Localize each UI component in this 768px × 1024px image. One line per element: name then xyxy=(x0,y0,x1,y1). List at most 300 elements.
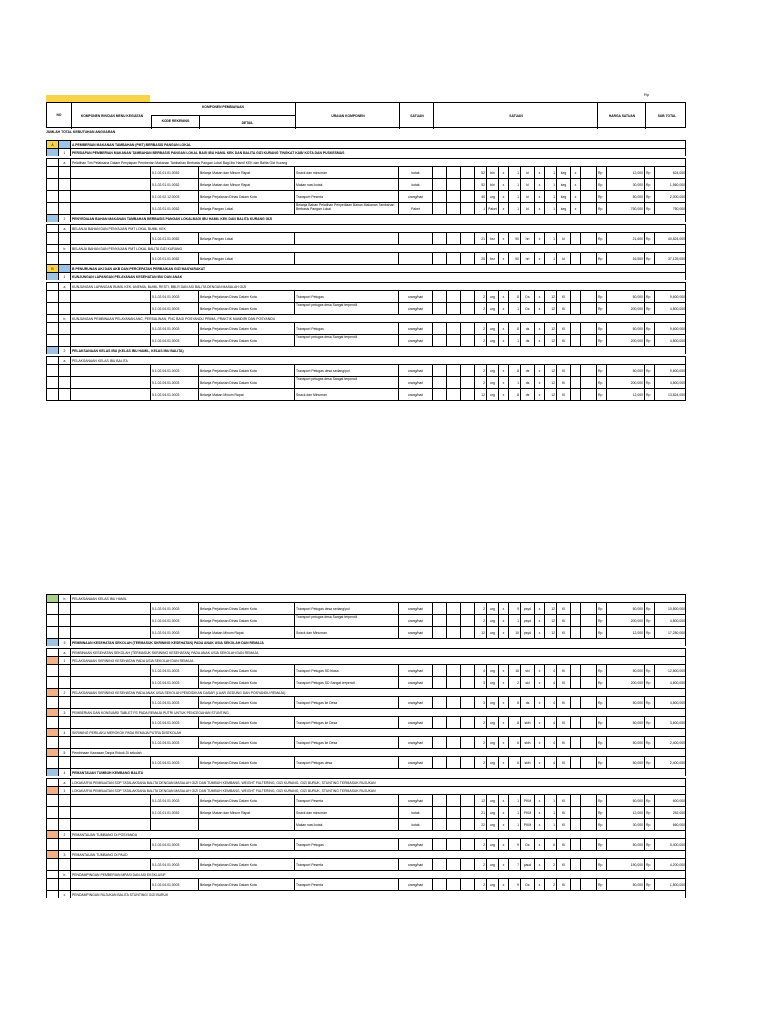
cell-qty-3: 12 xyxy=(544,291,556,302)
header-kode: KODE REKENING xyxy=(151,115,199,129)
cell-harga-satuan: 50,000 xyxy=(606,757,644,768)
cell-rp: Rp xyxy=(596,191,606,202)
cell-blank xyxy=(446,303,460,314)
cell-sub-total: 3,600,000 xyxy=(654,717,686,728)
row-number xyxy=(58,859,70,870)
cell-rp: Rp xyxy=(596,615,606,626)
cell-uraian: Transport Petugas xyxy=(294,323,398,334)
cell-qty-2: 1 xyxy=(508,807,520,818)
row-marker xyxy=(46,315,58,322)
cell-harga-satuan: 50,000 xyxy=(606,323,644,334)
row-number xyxy=(58,807,70,818)
cell-komponen xyxy=(70,697,150,708)
table-row xyxy=(46,224,686,232)
cell-satuan: orang/hari xyxy=(398,737,432,748)
cell-qty-2: 9 xyxy=(508,839,520,850)
cell-komponen xyxy=(70,627,150,638)
row-marker xyxy=(46,717,58,728)
cell-blank xyxy=(580,291,596,302)
cell-kode-rekening xyxy=(150,819,198,830)
cell-sub-total: 9,600,000 xyxy=(654,291,686,302)
row-marker xyxy=(46,757,58,768)
cell-sub-total: 600,000 xyxy=(654,795,686,806)
cell-unit-2: ds xyxy=(520,335,534,346)
cell-qty-2: 1 xyxy=(508,377,520,388)
cell-harga-satuan: 200,000 xyxy=(606,303,644,314)
cell-rp: Rp xyxy=(596,839,606,850)
cell-blank xyxy=(580,233,596,244)
cell-unit-2: kl xyxy=(520,191,534,202)
cell-blank xyxy=(460,323,474,334)
currency-header: Rp xyxy=(644,92,650,97)
cell-qty-3: 2 xyxy=(544,859,556,870)
cell-rp-2: Rp xyxy=(644,389,654,400)
cell-times-1: x xyxy=(498,203,508,214)
row-marker xyxy=(46,891,58,898)
row-marker xyxy=(46,839,58,850)
table-row xyxy=(46,290,686,302)
cell-blank xyxy=(446,615,460,626)
cell-komponen xyxy=(70,233,150,244)
row-number: a xyxy=(58,779,70,786)
row-number xyxy=(58,303,70,314)
row-marker xyxy=(46,323,58,334)
cell-times-3 xyxy=(570,253,580,264)
cell-detail: Belanja Makan dan Minum Rapat xyxy=(198,179,294,190)
cell-unit-3: keg xyxy=(556,203,570,214)
cell-komponen xyxy=(70,737,150,748)
cell-qty-1: 2 xyxy=(474,335,486,346)
cell-unit-2: Ds xyxy=(520,303,534,314)
cell-times-2: x xyxy=(534,697,544,708)
cell-blank xyxy=(446,603,460,614)
cell-qty-3: 1 xyxy=(544,795,556,806)
cell-blank xyxy=(432,627,446,638)
section-label: A PEMBERIAN MAKANAN TAMBAHAN (PMT) BERBASIS PANGAN LOKAL xyxy=(70,141,686,148)
cell-blank xyxy=(460,717,474,728)
cell-blank xyxy=(580,839,596,850)
cell-blank xyxy=(580,879,596,890)
cell-qty-1: 12 xyxy=(474,389,486,400)
cell-kode-rekening: 5.1.02.04.01.0003 xyxy=(150,717,198,728)
cell-blank xyxy=(432,603,446,614)
cell-sub-total: 13,824,000 xyxy=(654,389,686,400)
cell-blank xyxy=(446,179,460,190)
cell-unit-1: org xyxy=(486,737,498,748)
cell-sub-total: 2,400,000 xyxy=(654,757,686,768)
cell-unit-2: ds xyxy=(520,323,534,334)
cell-uraian: Transport Petugas SD Sangat terpencil xyxy=(294,677,398,688)
table-row xyxy=(46,728,686,736)
item-label: PEMANTAUAN TUMBANG DI POSYANDU xyxy=(70,831,686,838)
cell-blank xyxy=(446,335,460,346)
row-marker xyxy=(46,603,58,614)
cell-satuan: orang/hari xyxy=(398,335,432,346)
cell-unit-2: skl xyxy=(520,665,534,676)
row-marker xyxy=(46,639,58,646)
cell-kode-rekening: 5.1.02.04.01.0003 xyxy=(150,291,198,302)
cell-blank xyxy=(446,795,460,806)
cell-detail: Belanja Makan dan Minum Rapat xyxy=(198,807,294,818)
cell-uraian: Transport Petugas desa sedang/pol xyxy=(294,603,398,614)
cell-harga-satuan: 750,000 xyxy=(606,203,644,214)
cell-detail: Belanja Pangan Lokal xyxy=(198,203,294,214)
cell-blank xyxy=(580,807,596,818)
cell-harga-satuan: 150,000 xyxy=(606,859,644,870)
table-row xyxy=(46,794,686,806)
cell-detail: Belanja Perjalanan Dinas Dalam Kota xyxy=(198,717,294,728)
cell-sub-total: 4,800,000 xyxy=(654,677,686,688)
cell-times-2: x xyxy=(534,291,544,302)
cell-blank xyxy=(460,191,474,202)
cell-times-3 xyxy=(570,615,580,626)
cell-qty-3: 12 xyxy=(544,615,556,626)
row-number: b xyxy=(58,315,70,322)
row-marker xyxy=(46,807,58,818)
cell-unit-1: org xyxy=(486,757,498,768)
cell-qty-2: 1 xyxy=(508,615,520,626)
cell-sub-total: 2,400,000 xyxy=(654,737,686,748)
cell-sub-total: 2,000,000 xyxy=(654,191,686,202)
item-label: Pembinaan Kawasan Tanpa Rokok Di sekolah xyxy=(70,749,686,756)
cell-times-3 xyxy=(570,839,580,850)
row-number xyxy=(58,233,70,244)
cell-unit-3: Kl xyxy=(556,335,570,346)
row-number: 4 xyxy=(58,729,70,736)
row-marker xyxy=(46,787,58,794)
cell-unit-3: Kl xyxy=(556,627,570,638)
cell-uraian: Transport Petugas ke Desa xyxy=(294,737,398,748)
cell-blank xyxy=(432,203,446,214)
cell-times-1: x xyxy=(498,389,508,400)
item-label: PELAKSANAAN KELAS IBU BALITA xyxy=(70,357,686,364)
cell-times-2: x xyxy=(534,167,544,178)
cell-komponen xyxy=(70,377,150,388)
cell-rp-2: Rp xyxy=(644,839,654,850)
cell-blank xyxy=(432,167,446,178)
row-number: 4 xyxy=(58,769,70,776)
cell-blank xyxy=(580,717,596,728)
cell-kode-rekening: 5.1.02.04.01.0003 xyxy=(150,795,198,806)
row-marker xyxy=(46,795,58,806)
cell-times-2: x xyxy=(534,377,544,388)
cell-qty-1: 2 xyxy=(474,603,486,614)
table-row xyxy=(46,708,686,716)
cell-times-2: x xyxy=(534,737,544,748)
table-row xyxy=(46,736,686,748)
cell-blank xyxy=(446,389,460,400)
table-header xyxy=(46,102,686,128)
cell-detail: Belanja Perjalanan Dinas Dalam Kota xyxy=(198,291,294,302)
subsection-label: PELAKSANAAN KELAS IBU (KELAS IBU HAMIL, KELAS IBU BALITA) xyxy=(70,347,686,354)
cell-times-1: x xyxy=(498,335,508,346)
cell-rp: Rp xyxy=(596,627,606,638)
table-row xyxy=(46,244,686,252)
cell-blank xyxy=(446,757,460,768)
cell-uraian: Makan nasi kotak xyxy=(294,819,398,830)
cell-times-2: x xyxy=(534,303,544,314)
table-row xyxy=(46,778,686,786)
cell-sub-total: 5,400,000 xyxy=(654,839,686,850)
cell-blank xyxy=(446,291,460,302)
cell-times-2: x xyxy=(534,365,544,376)
cell-satuan: orang/hari xyxy=(398,795,432,806)
cell-blank xyxy=(460,365,474,376)
header-detail: DETAIL xyxy=(199,115,295,129)
table-row xyxy=(46,264,686,272)
cell-times-1: x xyxy=(498,665,508,676)
cell-times-3 xyxy=(570,303,580,314)
cell-sub-total: 10,800,000 xyxy=(654,603,686,614)
cell-blank xyxy=(446,677,460,688)
cell-qty-1: 2 xyxy=(474,717,486,728)
cell-unit-3: Kl xyxy=(556,717,570,728)
row-marker xyxy=(46,253,58,264)
cell-rp-2: Rp xyxy=(644,665,654,676)
cell-qty-2: 1 xyxy=(508,819,520,830)
cell-times-1: x xyxy=(498,167,508,178)
row-number: 2 xyxy=(58,831,70,838)
cell-satuan: orang/hari xyxy=(398,717,432,728)
cell-times-1: x xyxy=(498,879,508,890)
cell-qty-3: 1 xyxy=(544,819,556,830)
cell-rp-2: Rp xyxy=(644,291,654,302)
cell-unit-3: Kl xyxy=(556,603,570,614)
cell-blank xyxy=(580,377,596,388)
cell-rp: Rp xyxy=(596,233,606,244)
cell-sub-total: 40,824,000 xyxy=(654,233,686,244)
cell-uraian xyxy=(294,233,398,244)
section-label: B PENURUNAN AKI DAN AKB DAN PERCEPATAN PERBAIKAN GIZI MASYARAKAT xyxy=(70,265,686,272)
cell-qty-3: 4 xyxy=(544,677,556,688)
cell-blank xyxy=(432,697,446,708)
cell-times-1: x xyxy=(498,253,508,264)
cell-uraian xyxy=(294,253,398,264)
cell-times-3 xyxy=(570,627,580,638)
cell-qty-3: 4 xyxy=(544,697,556,708)
table-bottom-border xyxy=(46,400,686,401)
cell-qty-3: 4 xyxy=(544,737,556,748)
cell-unit-2: Ds xyxy=(520,879,534,890)
row-number: b xyxy=(58,595,70,602)
cell-blank xyxy=(580,253,596,264)
cell-blank xyxy=(446,859,460,870)
cell-satuan: orang/hari xyxy=(398,377,432,388)
row-number xyxy=(58,717,70,728)
row-marker xyxy=(46,749,58,756)
cell-qty-3: 4 xyxy=(544,757,556,768)
cell-komponen xyxy=(70,191,150,202)
cell-rp: Rp xyxy=(596,807,606,818)
cell-harga-satuan: 200,000 xyxy=(606,377,644,388)
item-label: Pelatihan Tim Pelaksana Dalam Penyiapan Pemberian Makanan Tambahan Berbasis Pangan Lokal Bagi Ibu Hamil KEK dan Balita Gizi Kurang xyxy=(70,159,686,166)
cell-kode-rekening: 5.1.02.04.01.0003 xyxy=(150,615,198,626)
cell-sub-total: 12,800,000 xyxy=(654,665,686,676)
cell-qty-3: 12 xyxy=(544,377,556,388)
cell-blank xyxy=(460,627,474,638)
table-row xyxy=(46,806,686,818)
cell-uraian: Transport petugas desa Sangat terpencil xyxy=(294,335,398,346)
cell-unit-1: org xyxy=(486,807,498,818)
cell-satuan: orang/hari xyxy=(398,191,432,202)
item-label: PENDAMPINGAN PEMBERIAN MPASI DAN ASI EKSKLUSIF xyxy=(70,871,686,878)
cell-kode-rekening: 5.1.02.04.01.0003 xyxy=(150,377,198,388)
row-number xyxy=(58,737,70,748)
table-row xyxy=(46,158,686,166)
cell-qty-1: 2 xyxy=(474,839,486,850)
cell-uraian: Transport Petugas SD biasa xyxy=(294,665,398,676)
cell-detail: Belanja Perjalanan Dinas Dalam Kota xyxy=(198,603,294,614)
cell-qty-1: 21 xyxy=(474,233,486,244)
row-marker xyxy=(46,357,58,364)
cell-blank xyxy=(432,737,446,748)
cell-unit-3: Kl xyxy=(556,879,570,890)
cell-blank xyxy=(580,665,596,676)
cell-blank xyxy=(446,627,460,638)
cell-blank xyxy=(460,615,474,626)
cell-qty-2: 6 xyxy=(508,757,520,768)
cell-times-1: x xyxy=(498,615,508,626)
cell-blank xyxy=(432,665,446,676)
cell-satuan xyxy=(398,253,432,264)
cell-unit-1: org xyxy=(486,819,498,830)
table-row xyxy=(46,858,686,870)
cell-kode-rekening: 5.1.02.01.01.0052 xyxy=(150,203,198,214)
cell-times-2: x xyxy=(534,717,544,728)
cell-qty-2: 8 xyxy=(508,323,520,334)
cell-blank xyxy=(432,303,446,314)
cell-rp: Rp xyxy=(596,203,606,214)
cell-blank xyxy=(460,291,474,302)
cell-times-2: x xyxy=(534,179,544,190)
cell-qty-3: 1 xyxy=(544,167,556,178)
cell-kode-rekening: 5.1.02.04.01.0003 xyxy=(150,627,198,638)
cell-unit-3: Kl xyxy=(556,291,570,302)
cell-harga-satuan: 12,000 xyxy=(606,627,644,638)
cell-unit-3: Kl xyxy=(556,323,570,334)
cell-qty-1: 2 xyxy=(474,615,486,626)
cell-blank xyxy=(580,203,596,214)
subsection-label: PEMBINAAN KESEHATAN SEKOLAH (TERMASUK SKRINING KESEHATAN) PADA ANAK USIA SEKOLAH DAN REMAJA xyxy=(70,639,686,646)
cell-times-2: x xyxy=(534,389,544,400)
cell-komponen xyxy=(70,807,150,818)
cell-qty-1: 22 xyxy=(474,819,486,830)
cell-blank xyxy=(580,191,596,202)
row-marker xyxy=(46,779,58,786)
row-marker xyxy=(46,851,58,858)
cell-kode-rekening: 5.1.02.04.01.0003 xyxy=(150,697,198,708)
cell-times-1: x xyxy=(498,233,508,244)
cell-blank xyxy=(432,795,446,806)
row-marker xyxy=(46,689,58,696)
cell-uraian: Transport Petugas xyxy=(294,839,398,850)
row-marker xyxy=(46,179,58,190)
cell-times-3 xyxy=(570,819,580,830)
cell-kode-rekening: 5.1.02.04.01.0003 xyxy=(150,859,198,870)
cell-rp: Rp xyxy=(596,303,606,314)
cell-rp: Rp xyxy=(596,167,606,178)
row-number xyxy=(58,627,70,638)
cell-times-3 xyxy=(570,291,580,302)
cell-uraian: Transport Peserta xyxy=(294,191,398,202)
cell-komponen xyxy=(70,335,150,346)
cell-kode-rekening: 5.1.02.01.01.0052 xyxy=(150,167,198,178)
cell-unit-3: Kl xyxy=(556,665,570,676)
table-row xyxy=(46,334,686,346)
cell-kode-rekening: 5.1.02.04.01.0003 xyxy=(150,335,198,346)
cell-times-3 xyxy=(570,323,580,334)
cell-komponen xyxy=(70,795,150,806)
cell-times-3 xyxy=(570,603,580,614)
table-row xyxy=(46,364,686,376)
row-marker xyxy=(46,649,58,656)
cell-uraian: Transport Petugas desa xyxy=(294,757,398,768)
cell-sub-total: 4,800,000 xyxy=(654,377,686,388)
cell-kode-rekening: 5.1.02.04.01.0003 xyxy=(150,665,198,676)
row-number xyxy=(58,253,70,264)
row-number xyxy=(58,323,70,334)
cell-unit-3: Kl xyxy=(556,365,570,376)
cell-blank xyxy=(432,191,446,202)
cell-blank xyxy=(580,389,596,400)
row-marker xyxy=(46,245,58,252)
cell-komponen xyxy=(70,365,150,376)
cell-unit-1: bsr xyxy=(486,253,498,264)
cell-blank xyxy=(432,233,446,244)
cell-qty-1: 2 xyxy=(474,365,486,376)
cell-blank xyxy=(446,819,460,830)
table-row xyxy=(46,688,686,696)
row-number: 3 xyxy=(58,639,70,646)
cell-times-3 xyxy=(570,233,580,244)
cell-blank xyxy=(580,615,596,626)
table-row xyxy=(46,322,686,334)
cell-times-1: x xyxy=(498,365,508,376)
table-row xyxy=(46,878,686,890)
cell-harga-satuan: 50,000 xyxy=(606,697,644,708)
cell-qty-1: 52 xyxy=(474,179,486,190)
cell-blank xyxy=(446,839,460,850)
row-number xyxy=(58,335,70,346)
cell-qty-1: 40 xyxy=(474,191,486,202)
cell-qty-1: 2 xyxy=(474,323,486,334)
cell-unit-1: org xyxy=(486,389,498,400)
cell-rp: Rp xyxy=(596,677,606,688)
table-row xyxy=(46,356,686,364)
cell-qty-1: 2 xyxy=(474,859,486,870)
cell-blank xyxy=(580,303,596,314)
cell-unit-3: Kl xyxy=(556,677,570,688)
cell-uraian: Transport petugas desa Sangat terpencil xyxy=(294,303,398,314)
cell-detail: Belanja Perjalanan Dinas Dalam Kota xyxy=(198,839,294,850)
cell-detail: Belanja Perjalanan Dinas Dalam Kota xyxy=(198,615,294,626)
table-row xyxy=(46,850,686,858)
table-row xyxy=(46,696,686,708)
cell-blank xyxy=(432,839,446,850)
cell-blank xyxy=(580,603,596,614)
cell-unit-1: org xyxy=(486,859,498,870)
cell-unit-3: keg xyxy=(556,167,570,178)
table-row xyxy=(46,214,686,222)
cell-satuan: orang/hari xyxy=(398,677,432,688)
cell-blank xyxy=(446,191,460,202)
cell-uraian: Transport Petugas xyxy=(294,291,398,302)
cell-qty-2: 90 xyxy=(508,253,520,264)
cell-qty-1: 1 xyxy=(474,203,486,214)
table-row xyxy=(46,676,686,688)
cell-unit-2: kl xyxy=(520,179,534,190)
cell-qty-1: 2 xyxy=(474,303,486,314)
